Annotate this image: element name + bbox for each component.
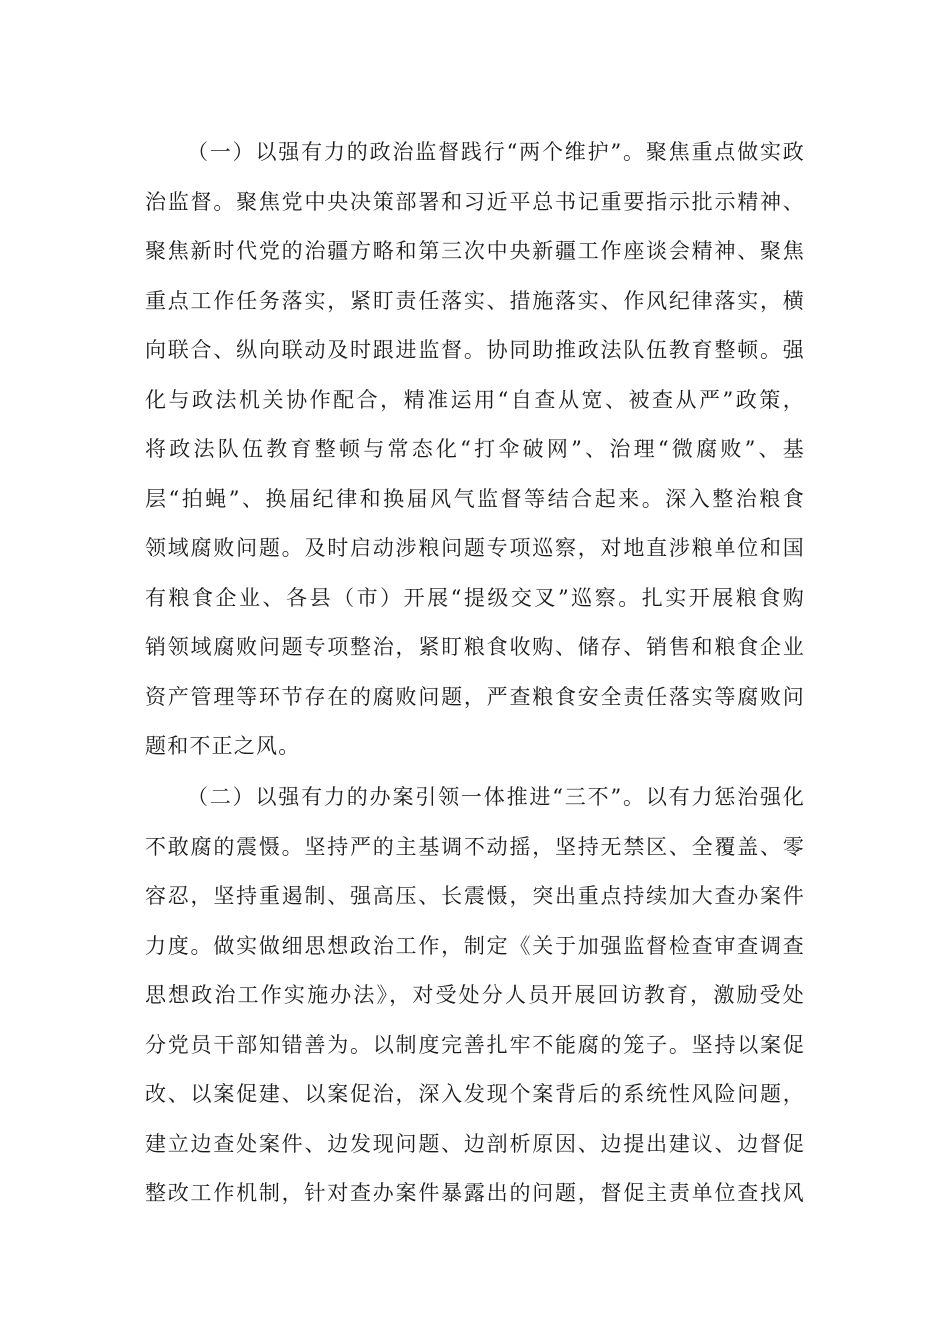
text-line: 题和不正之风。 <box>145 734 301 758</box>
text-line: 层“拍蝇”、换届纪律和换届风气监督等结合起来。深入整治粮食 <box>145 486 805 511</box>
text-line: 整改工作机制，针对查办案件暴露出的问题，督促主责单位查找风 <box>145 1181 805 1205</box>
text-line: 将政法队伍教育整顿与常态化“打伞破网”、治理“微腐败”、基 <box>145 437 805 461</box>
text-line: 向联合、纵向联动及时跟进监督。协同助推政法队伍教育整顿。强 <box>145 338 805 362</box>
text-line: 有粮食企业、各县（市）开展“提级交叉”巡察。扎实开展粮食购 <box>145 585 805 610</box>
text-line: 资产管理等环节存在的腐败问题，严查粮食安全责任落实等腐败问 <box>145 684 805 709</box>
text-line: 重点工作任务落实，紧盯责任落实、措施落实、作风纪律落实，横 <box>145 288 805 313</box>
text-line: 化与政法机关协作配合，精准运用“自查从宽、被查从严”政策， <box>145 387 805 412</box>
text-line: 不敢腐的震慑。坚持严的主基调不动摇，坚持无禁区、全覆盖、零 <box>145 834 805 859</box>
paragraph-case-handling <box>145 773 805 1219</box>
text-line: 改、以案促建、以案促治，深入发现个案背后的系统性风险问题， <box>145 1082 805 1106</box>
text-line: （二）以强有力的办案引领一体推进“三不”。以有力惩治强化 <box>187 785 805 809</box>
text-line: 建立边查处案件、边发现问题、边剖析原因、边提出建议、边督促 <box>145 1131 805 1156</box>
text-line: 聚焦新时代党的治疆方略和第三次中央新疆工作座谈会精神、聚焦 <box>145 239 805 263</box>
text-line: 思想政治工作实施办法》，对受处分人员开展回访教育，激励受处 <box>145 983 805 1007</box>
text-line: （一）以强有力的政治监督践行“两个维护”。聚焦重点做实政 <box>187 140 805 164</box>
text-line: 容忍，坚持重遏制、强高压、长震慑，突出重点持续加大查办案件 <box>145 884 805 908</box>
paragraph-political-supervision <box>145 128 805 772</box>
text-line: 力度。做实做细思想政治工作，制定《关于加强监督检查审查调查 <box>145 933 805 958</box>
text-line: 领域腐败问题。及时启动涉粮问题专项巡察，对地直涉粮单位和国 <box>145 536 805 560</box>
text-line: 治监督。聚焦党中央决策部署和习近平总书记重要指示批示精神、 <box>145 189 805 214</box>
text-line: 分党员干部知错善为。以制度完善扎牢不能腐的笼子。坚持以案促 <box>145 1032 805 1057</box>
text-line: 销领域腐败问题专项整治，紧盯粮食收购、储存、销售和粮食企业 <box>145 635 805 659</box>
